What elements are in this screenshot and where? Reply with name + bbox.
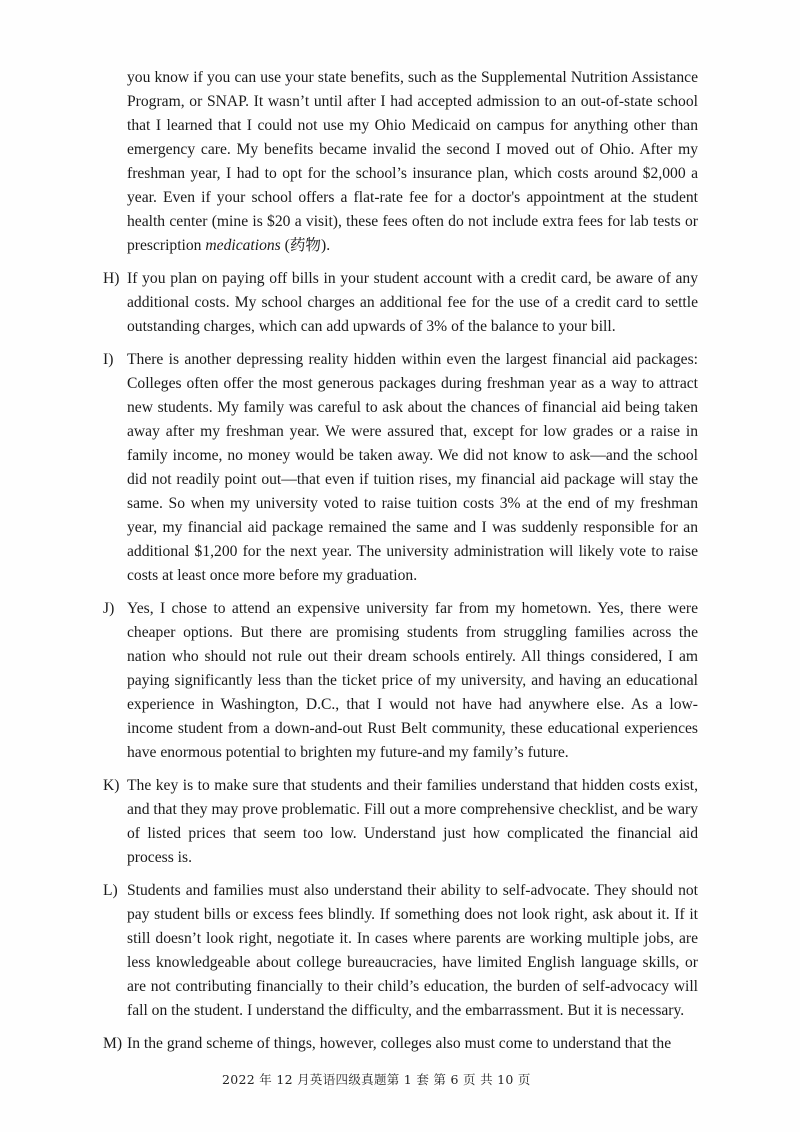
paragraph-label: M) — [103, 1035, 123, 1052]
paragraph-text: There is another depressing reality hidden within even the largest financial aid packages: Colleges often offer the most generous packages during freshman year as a way to attract new students. My family was careful to ask about the chances of financial aid being taken away after my freshman year. We were assured that, except for low grades or a raise in family income, no money would be taken away. We did not know to ask—and the school did not readily point out—that even if tuition rises, my financial aid package will stay the same. So when my university voted to raise tuition costs 3% at the end of my freshman year, my financial aid package remained the same and I was suddenly responsible for an additional $1,200 for the next year. The university administration will likely vote to raise costs at least once more before my graduation. — [127, 351, 698, 584]
paragraph-text: The key is to make sure that students and their families understand that hidden costs exist, and that they may prove problematic. Fill out a more comprehensive checklist, and be wary of listed prices that seem too low. Understand just how complicated the financial aid process is. — [127, 777, 698, 866]
paragraph-label: H) — [103, 270, 120, 287]
paragraph-text: you know if you can use your state benefits, such as the Supplemental Nutrition Assistance Program, or SNAP. It wasn’t until after I had accepted admission to an out-of-state school that I learned that I could not use my Ohio Medicaid on campus for anything other than emergency care. My benefits became invalid the second I moved out of Ohio. After my freshman year, I had to opt for the school’s insurance plan, which costs around $2,000 a year. Even if your school offers a flat-rate fee for a doctor's appointment at the student health center (mine is $20 a visit), these fees often do not include extra fees for lab tests or prescription medications (药物). — [127, 69, 698, 254]
paragraph-l — [103, 879, 698, 1023]
paragraph-text: Students and families must also understand their ability to self-advocate. They should not pay student bills or excess fees blindly. If something does not look right, ask about it. If it still doesn’t look right, negotiate it. In cases where parents are working multiple jobs, are less knowledgeable about college bureaucracies, have limited English language skills, or are not contributing financially to their child’s education, the burden of self-advocacy will fall on the student. I understand the difficulty, and the embarrassment. But it is necessary. — [127, 882, 698, 1019]
emphasized-word: medications — [205, 237, 281, 254]
paragraph-label: I) — [103, 351, 114, 368]
paragraph-label: J) — [103, 600, 115, 617]
paragraph-i — [103, 348, 698, 588]
paragraph-text: If you plan on paying off bills in your student account with a credit card, be aware of any additional costs. My school charges an additional fee for the use of a credit card to settle outstanding charges, which can add upwards of 3% of the balance to your bill. — [127, 270, 698, 335]
paragraph-label: L) — [103, 882, 118, 899]
passage-body — [103, 66, 698, 1065]
paragraph-text: Yes, I chose to attend an expensive university far from my hometown. Yes, there were cheaper options. But there are promising students from struggling families across the nation who should not rule out their dream schools entirely. All things considered, I am paying significantly less than the ticket price of my university, and having an educational experience in Washington, D.C., that I would not have had anywhere else. As a low-income student from a down-and-out Rust Belt community, these educational experiences have enormous potential to brighten my future-and my family’s future. — [127, 600, 698, 761]
paragraph-m — [103, 1032, 698, 1056]
paragraph-g-continued — [103, 66, 698, 258]
paragraph-j — [103, 597, 698, 765]
paragraph-k — [103, 774, 698, 870]
paragraph-label: K) — [103, 777, 120, 794]
page-footer-text: 2022 年 12 月英语四级真题第 1 套 第 6 页 共 10 页 — [222, 1072, 531, 1087]
paragraph-h — [103, 267, 698, 339]
paragraph-text: In the grand scheme of things, however, colleges also must come to understand that the — [127, 1035, 672, 1052]
